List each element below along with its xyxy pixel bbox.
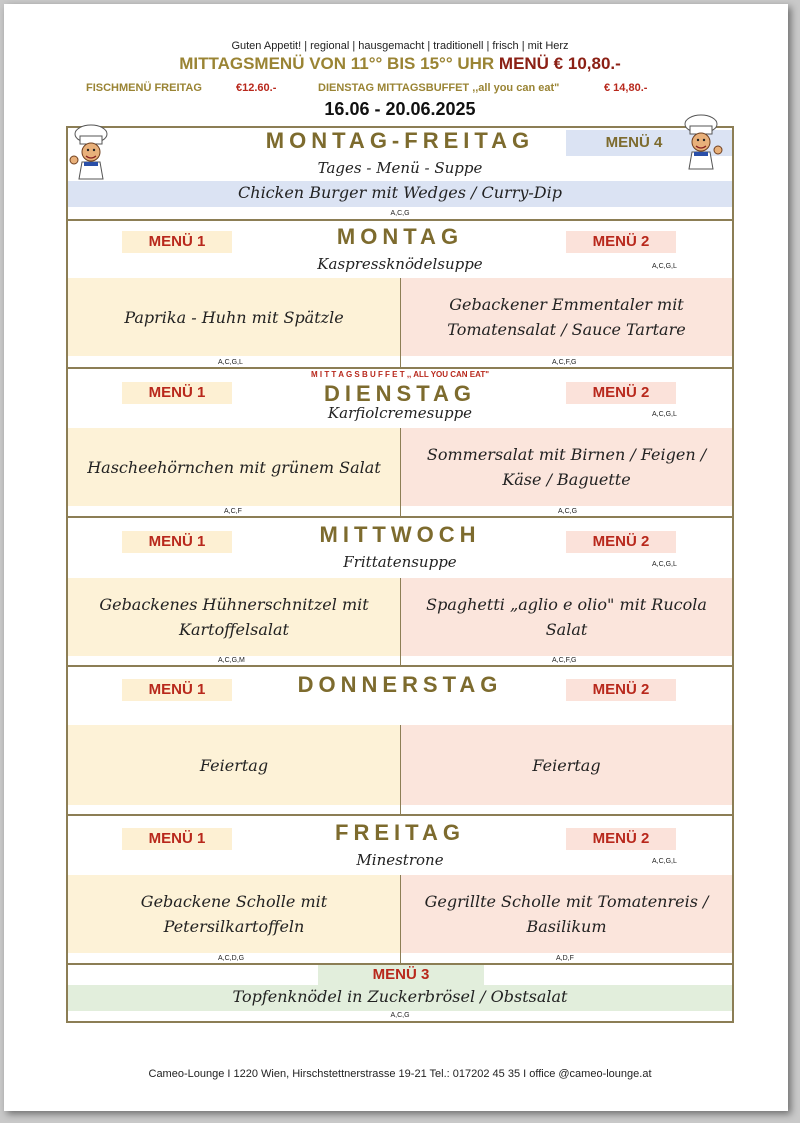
- montag-soup-allergens: A,C,G,L: [652, 263, 677, 270]
- footer-contact: Cameo-Lounge I 1220 Wien, Hirschstettnerstrasse 19-21 Tel.: 017202 45 35 I office @cameo-lounge.at: [148, 1068, 652, 1080]
- dienstag-title: DIENSTAG: [323, 381, 477, 406]
- dienstag-menu2-dish: Sommersalat mit Birnen / Feigen / Käse / Baguette: [401, 428, 732, 506]
- divider: [66, 665, 734, 667]
- mittwoch-menu2-badge: MENÜ 2: [566, 531, 676, 553]
- weekly-dish: Chicken Burger mit Wedges / Curry-Dip: [238, 183, 562, 202]
- donnerstag-menu2-dish: Feiertag: [401, 725, 732, 805]
- freitag-soup-allergens: A,C,G,L: [652, 858, 677, 865]
- menu3-badge: MENÜ 3: [318, 965, 484, 985]
- divider: [400, 428, 401, 516]
- menu3-dish: Topfenknödel in Zuckerbrösel / Obstsalat: [232, 987, 568, 1006]
- weekly-title: MONTAG-FREITAG: [265, 128, 535, 153]
- weekly-allergens: A,C,G: [390, 210, 410, 217]
- montag-menu2-dish: Gebackener Emmentaler mit Tomatensalat / Sauce Tartare: [401, 278, 732, 356]
- montag-menu2-badge: MENÜ 2: [566, 231, 676, 253]
- freitag-menu2-badge: MENÜ 2: [566, 828, 676, 850]
- dienstag-soup-allergens: A,C,G,L: [652, 411, 677, 418]
- menu-price-text: MENÜ € 10,80.-: [498, 54, 621, 73]
- lunch-hours-text: MITTAGSMENÜ VON 11°° BIS 15°° UHR: [179, 54, 495, 73]
- divider: [66, 367, 734, 369]
- freitag-menu1-dish: Gebackene Scholle mit Petersilkartoffeln: [68, 875, 400, 953]
- montag-menu1-dish: Paprika - Huhn mit Spätzle: [68, 278, 400, 356]
- donnerstag-menu1-badge: MENÜ 1: [122, 679, 232, 701]
- freitag-menu2-dish: Gegrillte Scholle mit Tomatenreis / Basilikum: [401, 875, 732, 953]
- divider: [400, 875, 401, 963]
- fish-menu-label: FISCHMENÜ FREITAG: [86, 82, 202, 94]
- freitag-menu1-allergens: A,C,D,G: [218, 955, 245, 962]
- mittwoch-menu1-dish: Gebackenes Hühnerschnitzel mit Kartoffelsalat: [68, 578, 400, 656]
- montag-menu1-badge: MENÜ 1: [122, 231, 232, 253]
- divider: [66, 516, 734, 518]
- dienstag-menu1-dish: Hascheehörnchen mit grünem Salat: [68, 428, 400, 506]
- mittwoch-menu1-allergens: A,C,G,M: [218, 657, 245, 664]
- montag-menu1-allergens: A,C,G,L: [218, 359, 243, 366]
- dienstag-menu1-allergens: A,C,F: [224, 508, 242, 515]
- donnerstag-menu2-badge: MENÜ 2: [566, 679, 676, 701]
- mittwoch-soup-allergens: A,C,G,L: [652, 561, 677, 568]
- dienstag-menu2-badge: MENÜ 2: [566, 382, 676, 404]
- freitag-menu1-badge: MENÜ 1: [122, 828, 232, 850]
- lunch-hours-title: [0, 54, 800, 74]
- mittwoch-menu2-dish: Spaghetti „aglio e olio" mit Rucola Salat: [401, 578, 732, 656]
- divider: [400, 278, 401, 368]
- chef-left-icon: [66, 124, 116, 180]
- dienstag-soup: Karfiolcremesuppe: [327, 404, 473, 422]
- montag-title: MONTAG: [336, 224, 464, 249]
- mittwoch-menu1-badge: MENÜ 1: [122, 531, 232, 553]
- mittwoch-title: MITTWOCH: [319, 522, 481, 547]
- divider: [66, 814, 734, 816]
- freitag-menu2-allergens: A,D,F: [556, 955, 574, 962]
- donnerstag-title: DONNERSTAG: [297, 672, 503, 697]
- divider: [400, 578, 401, 666]
- mittwoch-menu2-allergens: A,C,F,G: [552, 657, 577, 664]
- divider: [66, 219, 734, 221]
- mittwoch-soup: Frittatensuppe: [343, 553, 457, 571]
- date-range: 16.06 - 20.06.2025: [324, 99, 476, 119]
- freitag-title: FREITAG: [335, 820, 465, 845]
- dienstag-buffet-note: M I T T A G S B U F F E T ,, ALL YOU CAN EAT": [310, 370, 489, 379]
- buffet-price: € 14,80.-: [604, 82, 648, 94]
- tagline: Guten Appetit! | regional | hausgemacht | traditionell | frisch | mit Herz: [231, 40, 569, 52]
- chef-right-icon: [676, 114, 726, 170]
- divider: [400, 725, 401, 815]
- donnerstag-menu1-dish: Feiertag: [68, 725, 400, 805]
- montag-soup: Kaspressknödelsuppe: [317, 255, 483, 273]
- freitag-soup: Minestrone: [356, 851, 444, 869]
- menu4-badge: MENÜ 4: [605, 134, 663, 151]
- weekly-soup: Tages - Menü - Suppe: [317, 159, 483, 177]
- montag-menu2-allergens: A,C,F,G: [552, 359, 577, 366]
- dienstag-menu2-allergens: A,C,G: [558, 508, 578, 515]
- menu3-allergens: A,C,G: [390, 1012, 410, 1019]
- fish-menu-price: €12.60.-: [236, 82, 277, 94]
- buffet-label: DIENSTAG MITTAGSBUFFET ,,all you can eat": [318, 82, 560, 94]
- dienstag-menu1-badge: MENÜ 1: [122, 382, 232, 404]
